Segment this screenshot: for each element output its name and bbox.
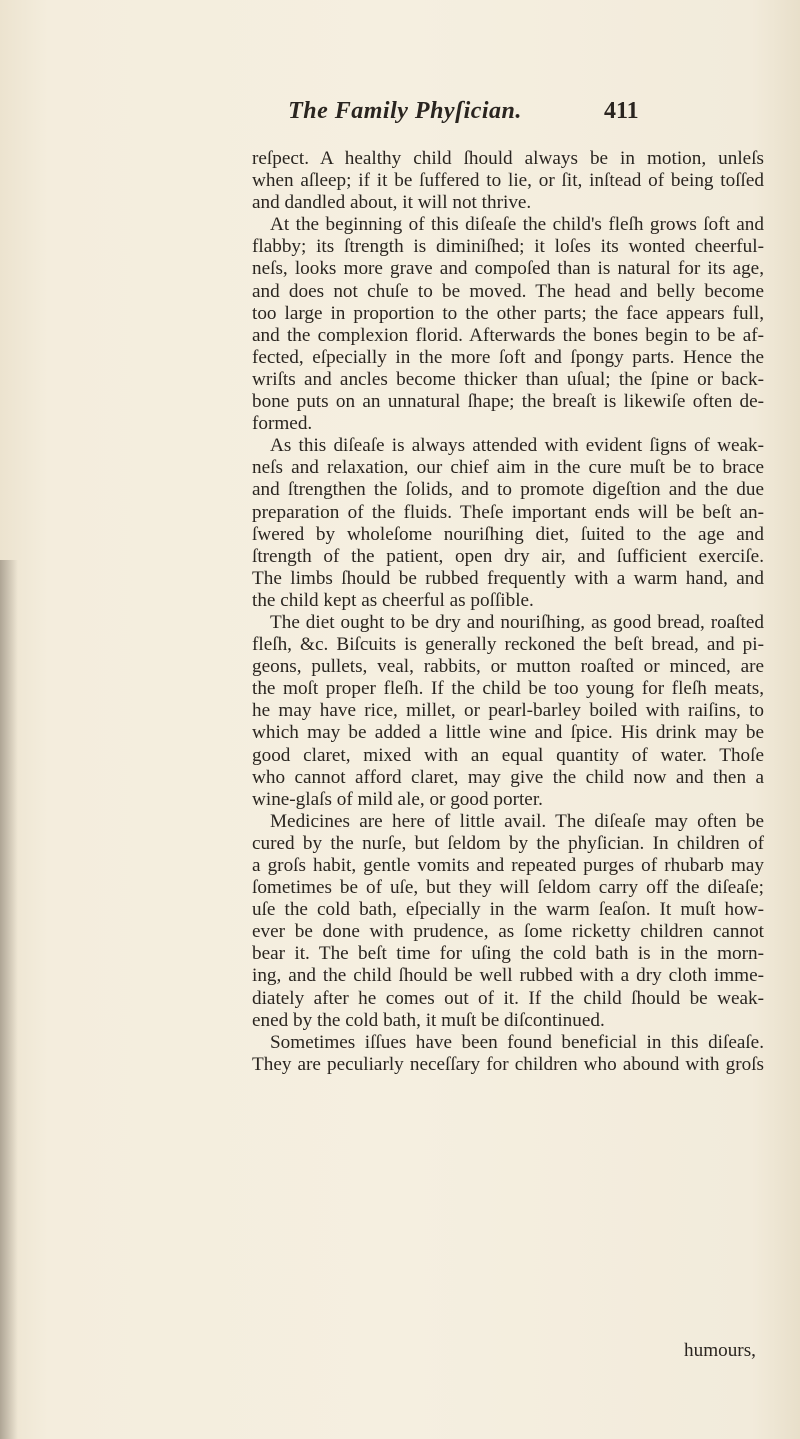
- text-line: he may have rice, millet, or pearl-barley boiled with raiſins, to: [252, 700, 764, 722]
- text-line: reſpect. A healthy child ſhould always be in motion, unleſs: [252, 148, 764, 169]
- text-line: diately after he comes out of it. If the child ſhould be weak-: [252, 987, 764, 1009]
- text-line: when aſleep; if it be ſuffered to lie, or ſit, inſtead of being toſſed: [252, 170, 764, 192]
- binding-shadow: [0, 560, 18, 1439]
- text-line: They are peculiarly neceſſary for children who abound with groſs: [252, 1053, 764, 1075]
- text-line: fleſh, &c. Biſcuits is generally reckoned the beſt bread, and pi-: [252, 634, 764, 656]
- text-line: The diet ought to be dry and nouriſhing, as good bread, roaſted: [270, 611, 764, 633]
- text-line: preparation of the fluids. Theſe important ends will be beſt an-: [252, 501, 764, 523]
- text-line: the moſt proper fleſh. If the child be too young for fleſh meats,: [252, 678, 764, 700]
- text-line: ever be done with prudence, as ſome ricketty children cannot: [252, 921, 764, 943]
- text-line: and does not chuſe to be moved. The head and belly become: [252, 280, 764, 302]
- text-line: bear it. The beſt time for uſing the cold bath is in the morn-: [252, 943, 764, 965]
- text-line: Medicines are here of little avail. The diſeaſe may often be: [270, 810, 764, 832]
- catchword: humours,: [684, 1340, 756, 1361]
- text-line: The limbs ſhould be rubbed frequently with a warm hand, and: [252, 567, 764, 589]
- text-line: neſs and relaxation, our chief aim in the cure muſt be to brace: [252, 457, 764, 479]
- text-line: formed.: [252, 413, 313, 435]
- text-line: good claret, mixed with an equal quantity of water. Thoſe: [252, 744, 764, 766]
- text-line: ſtrength of the patient, open dry air, and ſufficient exerciſe.: [252, 545, 764, 567]
- text-line: wriſts and ancles become thicker than uſual; the ſpine or back-: [252, 368, 764, 390]
- text-line: flabby; its ſtrength is diminiſhed; it loſes its wonted cheerful-: [252, 236, 764, 258]
- text-line: Sometimes iſſues have been found beneficial in this diſeaſe.: [270, 1031, 764, 1053]
- text-line: fected, eſpecially in the more ſoft and ſpongy parts. Hence the: [252, 346, 764, 368]
- text-line: and ſtrengthen the ſolids, and to promote digeſtion and the due: [252, 479, 764, 501]
- text-line: ing, and the child ſhould be well rubbed with a dry cloth imme-: [252, 965, 764, 987]
- text-line: cured by the nurſe, but ſeldom by the phyſician. In children of: [252, 832, 764, 854]
- text-line: uſe the cold bath, eſpecially in the warm ſeaſon. It muſt how-: [252, 899, 764, 921]
- text-line: neſs, looks more grave and compoſed than is natural for its age,: [252, 258, 764, 280]
- page-number: 411: [604, 98, 639, 124]
- running-title: The Family Phyſician.: [288, 98, 522, 124]
- text-line: a groſs habit, gentle vomits and repeated purges of rhubarb may: [252, 855, 764, 876]
- text-line: geons, pullets, veal, rabbits, or mutton roaſted or minced, are: [252, 656, 764, 678]
- text-line: the child kept as cheerful as poſſible.: [252, 589, 534, 611]
- text-line: and dandled about, it will not thrive.: [252, 192, 532, 214]
- text-line: who cannot afford claret, may give the child now and then a: [252, 766, 764, 788]
- text-line: bone puts on an unnatural ſhape; the breaſt is likewiſe often de-: [252, 391, 764, 413]
- text-line: ened by the cold bath, it muſt be diſcontinued.: [252, 1009, 605, 1031]
- text-line: wine-glaſs of mild ale, or good porter.: [252, 788, 543, 810]
- text-line: and the complexion florid. Afterwards the bones begin to be af-: [252, 324, 764, 346]
- text-line: too large in proportion to the other parts; the face appears full,: [252, 302, 764, 324]
- text-line: which may be added a little wine and ſpice. His drink may be: [252, 722, 764, 744]
- text-line: ſwered by wholeſome nouriſhing diet, ſuited to the age and: [252, 523, 764, 545]
- body-text: [252, 148, 764, 1076]
- text-line: At the beginning of this diſeaſe the child's fleſh grows ſoft and: [270, 214, 764, 236]
- running-head: [0, 98, 800, 128]
- text-line: As this diſeaſe is always attended with evident ſigns of weak-: [270, 435, 764, 457]
- text-line: ſometimes be of uſe, but they will ſeldom carry off the diſeaſe;: [252, 877, 764, 899]
